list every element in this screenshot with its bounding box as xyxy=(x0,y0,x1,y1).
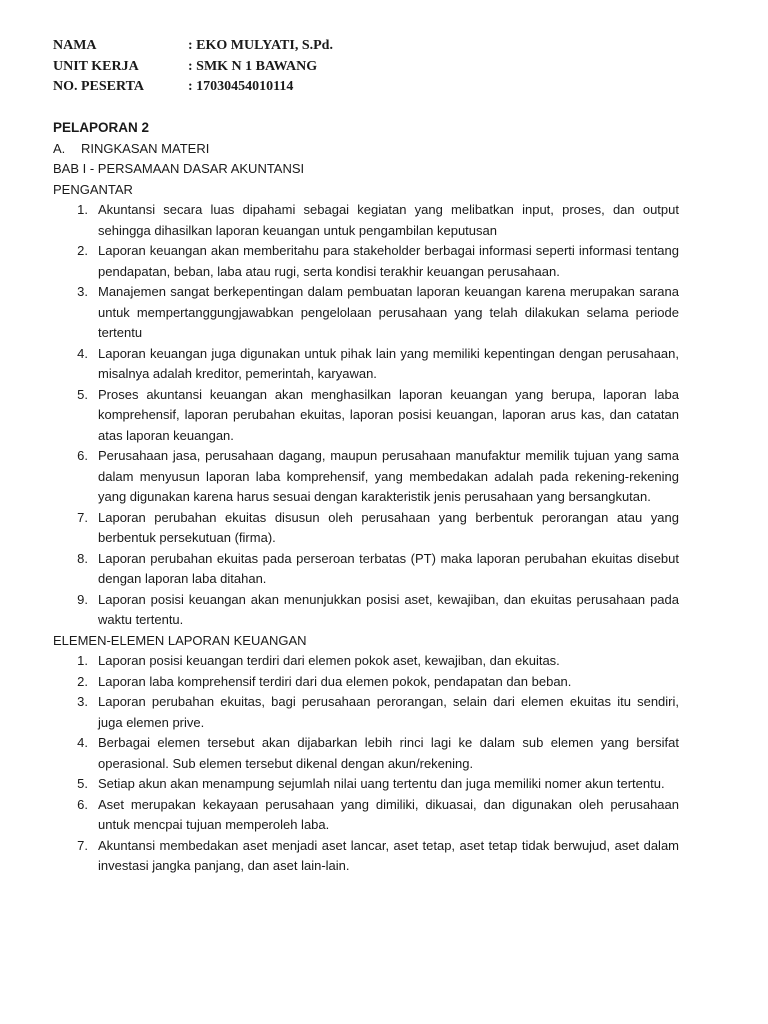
item-text: Setiap akun akan menampung sejumlah nilai uang tertentu dan juga memiliki nomer akun tertentu. xyxy=(98,776,665,791)
list-item xyxy=(53,836,679,877)
section-a-heading xyxy=(53,139,679,160)
document-body xyxy=(53,118,679,877)
list-item xyxy=(53,508,679,549)
item-text: Laporan posisi keuangan terdiri dari elemen pokok aset, kewajiban, dan ekuitas. xyxy=(98,653,560,668)
item-number: 4. xyxy=(77,735,88,750)
item-number: 3. xyxy=(77,284,88,299)
item-number: 7. xyxy=(77,837,88,853)
item-text: Aset merupakan kekayaan perusahaan yang dimiliki, dikuasai, dan digunakan oleh perusahaan untuk mencpai tujuan memperoleh laba. xyxy=(98,796,679,832)
item-text: Perusahaan jasa, perusahaan dagang, maupun perusahaan manufaktur memilik tujuan yang sama dalam menyusun laporan laba komprehensif, yang membedakan adalah pada rekening-rekening yang digunakan karena harus sesuai dengan karakteristik jenis perusahaan yang bersangkutan. xyxy=(98,448,679,504)
header-row-unit xyxy=(53,57,333,78)
list-item xyxy=(53,795,679,836)
section-title: RINGKASAN MATERI xyxy=(81,140,210,156)
chapter-title: BAB I - PERSAMAAN DASAR AKUNTANSI xyxy=(53,161,305,176)
item-number: 1. xyxy=(77,202,88,217)
section-letter: A. xyxy=(53,140,66,156)
list-item xyxy=(53,774,679,795)
elemen-heading: ELEMEN-ELEMEN LAPORAN KEUANGAN xyxy=(53,632,307,648)
list-item xyxy=(53,200,679,241)
item-number: 3. xyxy=(77,694,88,709)
item-number: 2. xyxy=(77,243,88,258)
header-label: UNIT KERJA xyxy=(53,58,139,74)
item-text: Laporan laba komprehensif terdiri dari dua elemen pokok, pendapatan dan beban. xyxy=(98,673,572,689)
list-item xyxy=(53,446,679,508)
list-item xyxy=(53,733,679,774)
item-text: Laporan keuangan akan memberitahu para stakeholder berbagai informasi seperti informasi tentang pendapatan, beban, laba atau rugi, serta kondisi terakhir keuangan perusahaan. xyxy=(98,243,679,279)
item-number: 6. xyxy=(77,796,88,812)
item-number: 1. xyxy=(77,653,88,668)
item-number: 7. xyxy=(77,509,88,525)
list-item xyxy=(53,282,679,344)
list-item xyxy=(53,385,679,447)
identity-header xyxy=(53,36,333,98)
header-label: NO. PESERTA xyxy=(53,79,145,94)
item-text: Laporan perubahan ekuitas, bagi perusahaan perorangan, selain dari elemen ekuitas itu sendiri, juga elemen prive. xyxy=(98,694,679,730)
item-number: 8. xyxy=(77,550,88,566)
item-text: Proses akuntansi keuangan akan menghasilkan laporan keuangan yang berupa, laporan laba komprehensif, laporan perubahan ekuitas, laporan posisi keuangan, laporan arus kas, dan catatan atas laporan keuangan. xyxy=(98,386,679,443)
list-item xyxy=(53,549,679,590)
header-row-participant xyxy=(53,77,333,98)
list-item xyxy=(53,651,679,672)
header-value: : 17030454010114 xyxy=(188,79,294,94)
header-value: : EKO MULYATI, S.Pd. xyxy=(188,38,333,53)
header-row-name xyxy=(53,36,333,57)
list-item xyxy=(53,241,679,282)
item-number: 5. xyxy=(77,386,88,402)
header-label: NAMA xyxy=(53,38,97,53)
pengantar-list xyxy=(53,200,679,631)
item-text: Akuntansi membedakan aset menjadi aset lancar, aset tetap, aset tetap tidak berwujud, aset dalam investasi jangka panjang, dan aset lain-lain. xyxy=(98,837,679,873)
list-item xyxy=(53,344,679,385)
item-text: Laporan perubahan ekuitas pada perseroan terbatas (PT) maka laporan perubahan ekuitas disebut dengan laporan laba ditahan. xyxy=(98,550,679,586)
header-value: : SMK N 1 BAWANG xyxy=(188,58,318,74)
item-number: 4. xyxy=(77,345,88,361)
item-number: 9. xyxy=(77,591,88,607)
list-item xyxy=(53,692,679,733)
list-item xyxy=(53,590,679,631)
pengantar-heading: PENGANTAR xyxy=(53,181,133,197)
item-number: 6. xyxy=(77,448,88,463)
item-text: Laporan keuangan juga digunakan untuk pihak lain yang memiliki kepentingan dengan perusahaan, misalnya adalah kreditor, pemerintah, karyawan. xyxy=(98,345,679,381)
item-text: Manajemen sangat berkepentingan dalam pembuatan laporan keuangan karena merupakan sarana untuk mempertanggungjawabkan pengelolaan perusahaan yang telah dilakukan selama periode tertentu xyxy=(98,284,679,340)
elemen-list xyxy=(53,651,679,877)
item-text: Laporan perubahan ekuitas disusun oleh perusahaan yang berbentuk perorangan atau yang berbentuk persekutuan (firma). xyxy=(98,509,679,545)
item-text: Berbagai elemen tersebut akan dijabarkan lebih rinci lagi ke dalam sub elemen yang bersifat operasional. Sub elemen tersebut dikenal dengan akun/rekening. xyxy=(98,735,679,771)
item-text: Akuntansi secara luas dipahami sebagai kegiatan yang melibatkan input, proses, dan output sehingga dihasilkan laporan keuangan untuk pengambilan keputusan xyxy=(98,202,679,238)
list-item xyxy=(53,672,679,693)
item-number: 2. xyxy=(77,673,88,689)
report-title: PELAPORAN 2 xyxy=(53,120,150,135)
item-number: 5. xyxy=(77,776,88,791)
item-text: Laporan posisi keuangan akan menunjukkan posisi aset, kewajiban, dan ekuitas perusahaan pada waktu tertentu. xyxy=(98,591,679,627)
